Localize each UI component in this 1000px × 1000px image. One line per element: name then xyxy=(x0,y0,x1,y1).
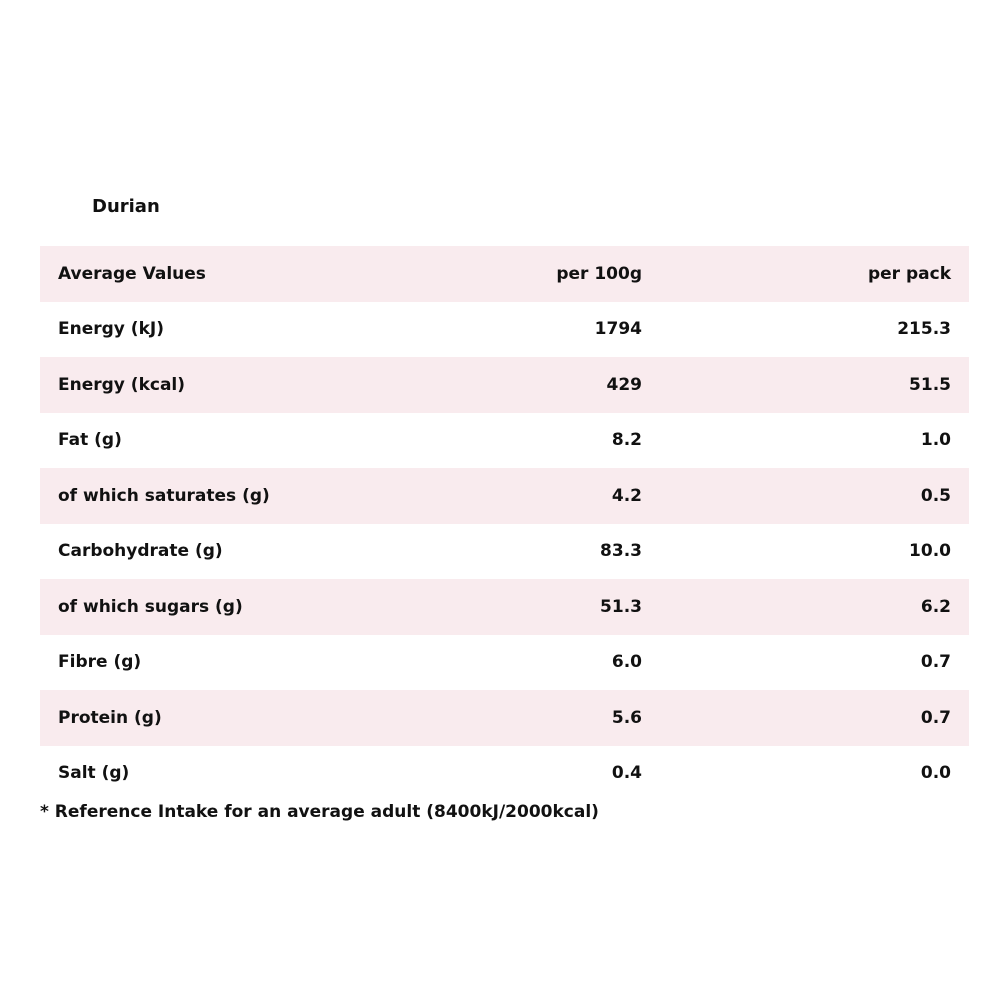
row-per-pack: 0.7 xyxy=(920,707,951,728)
table-row-energy-kj xyxy=(40,302,969,358)
row-label: of which saturates (g) xyxy=(58,485,270,506)
row-per-pack: 0.0 xyxy=(920,763,951,784)
table-row-fat xyxy=(40,413,969,469)
table-row-energy-kcal xyxy=(40,357,969,413)
header-label: Average Values xyxy=(58,263,206,284)
table-row-saturates xyxy=(40,468,969,524)
row-label: Salt (g) xyxy=(58,763,130,784)
nutrition-table xyxy=(40,246,969,801)
row-label: Carbohydrate (g) xyxy=(58,541,223,562)
row-label: of which sugars (g) xyxy=(58,596,243,617)
header-per-100g: per 100g xyxy=(556,263,642,284)
row-per-pack: 0.5 xyxy=(920,485,951,506)
row-per-pack: 10.0 xyxy=(909,541,951,562)
row-label: Fat (g) xyxy=(58,430,122,451)
row-per-pack: 215.3 xyxy=(897,319,951,340)
row-per-100g: 4.2 xyxy=(611,485,642,506)
reference-intake-footnote: * Reference Intake for an average adult (8400kJ/2000kcal) xyxy=(40,802,599,822)
row-per-pack: 1.0 xyxy=(920,430,951,451)
row-label: Energy (kcal) xyxy=(58,374,186,395)
product-title: Durian xyxy=(92,196,160,217)
row-per-100g: 1794 xyxy=(594,319,642,340)
row-per-100g: 83.3 xyxy=(600,541,642,562)
row-per-pack: 51.5 xyxy=(909,374,951,395)
row-per-pack: 0.7 xyxy=(920,652,951,673)
row-per-100g: 5.6 xyxy=(611,707,642,728)
row-per-100g: 8.2 xyxy=(611,430,642,451)
table-header-row xyxy=(40,246,969,302)
row-label: Protein (g) xyxy=(58,707,162,728)
table-row-protein xyxy=(40,690,969,746)
table-row-salt xyxy=(40,746,969,802)
table-row-sugars xyxy=(40,579,969,635)
header-per-pack: per pack xyxy=(867,263,951,284)
row-per-100g: 429 xyxy=(606,374,642,395)
row-per-pack: 6.2 xyxy=(920,596,951,617)
row-per-100g: 51.3 xyxy=(600,596,642,617)
table-row-fibre xyxy=(40,635,969,691)
row-label: Fibre (g) xyxy=(58,652,142,673)
row-per-100g: 0.4 xyxy=(611,763,642,784)
row-label: Energy (kJ) xyxy=(58,319,164,340)
table-row-carbohydrate xyxy=(40,524,969,580)
row-per-100g: 6.0 xyxy=(611,652,642,673)
